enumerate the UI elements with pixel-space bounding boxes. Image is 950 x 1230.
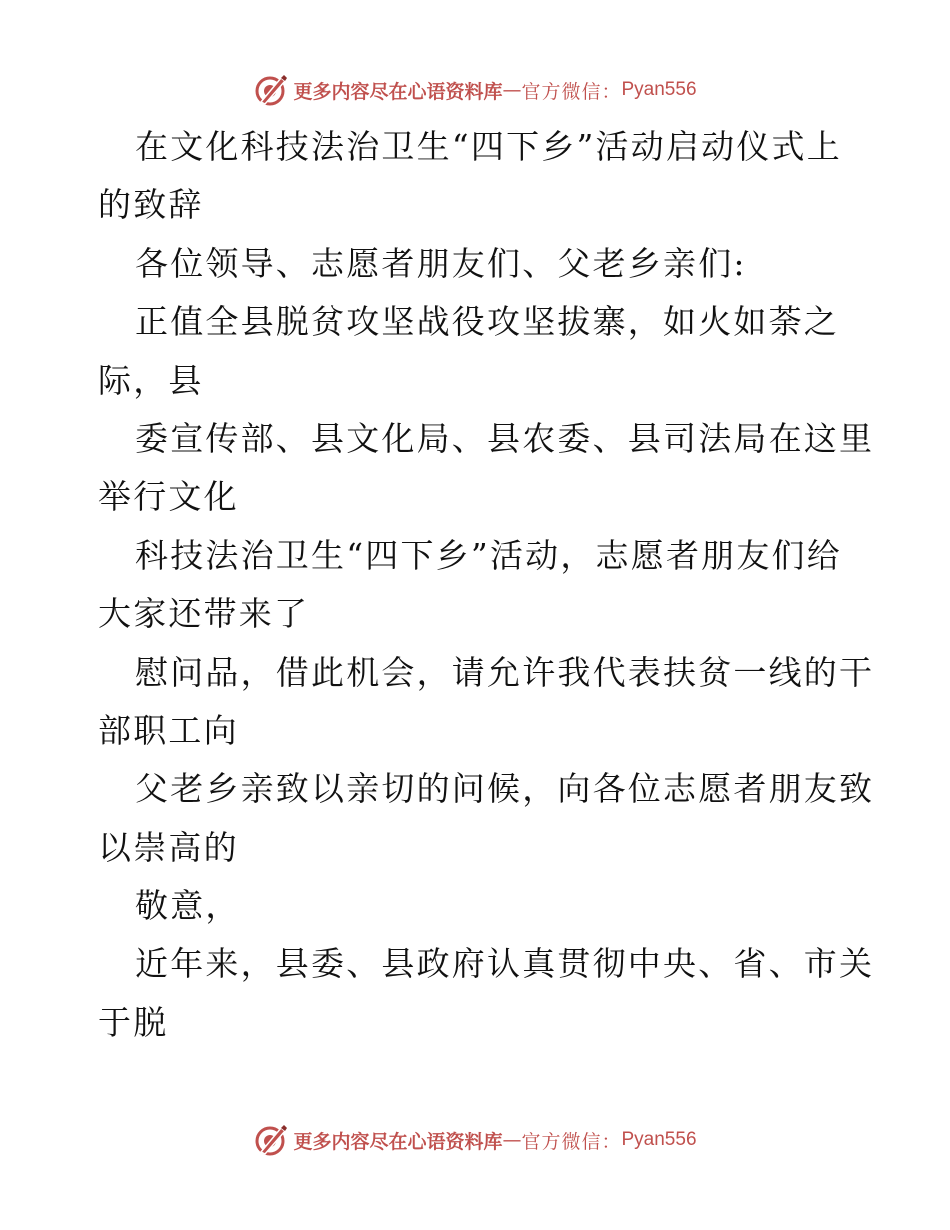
text-line: 父老乡亲致以亲切的问候，向各位志愿者朋友致 — [135, 769, 875, 809]
text-line: 举行文化 — [98, 477, 239, 517]
header-separator: — — [502, 79, 522, 101]
text-line: 部职工向 — [98, 710, 239, 750]
document-body — [98, 118, 875, 1052]
text-line: 慰问品，借此机会，请允许我代表扶贫一线的干 — [135, 652, 875, 692]
text-line: 大家还带来了 — [98, 594, 310, 634]
text-line: 际，县 — [98, 360, 204, 400]
footer-brand: 更多内容尽在心语资料库 — [293, 1130, 503, 1153]
header-wechat-label: 官方微信： — [521, 80, 622, 103]
text-line: 以崇高的 — [98, 827, 239, 867]
header-banner — [0, 70, 950, 110]
text-line: 委宣传部、县文化局、县农委、县司法局在这里 — [135, 418, 875, 458]
footer-separator: — — [502, 1129, 522, 1151]
text-line: 近年来，县委、县政府认真贯彻中央、省、市关 — [135, 944, 875, 984]
text-line: 正值全县脱贫攻坚战役攻坚拔寨，如火如荼之 — [135, 302, 839, 342]
pen-logo-icon — [253, 1122, 289, 1158]
text-line: 于脱 — [98, 1002, 169, 1042]
header-brand: 更多内容尽在心语资料库 — [293, 80, 503, 103]
text-line: 的致辞 — [98, 185, 204, 225]
pen-logo-icon — [253, 72, 289, 108]
footer-wechat-id: Pyan556 — [621, 1129, 697, 1150]
footer-banner — [0, 1120, 950, 1160]
footer-wechat-label: 官方微信： — [521, 1130, 622, 1153]
text-line: 在文化科技法治卫生“四下乡”活动启动仪式上 — [135, 127, 842, 166]
header-wechat-id: Pyan556 — [621, 79, 697, 100]
text-line: 各位领导、志愿者朋友们、父老乡亲们: — [135, 243, 747, 283]
text-line: 科技法治卫生“四下乡”活动，志愿者朋友们给 — [135, 535, 842, 575]
text-line: 敬意， — [135, 886, 241, 926]
